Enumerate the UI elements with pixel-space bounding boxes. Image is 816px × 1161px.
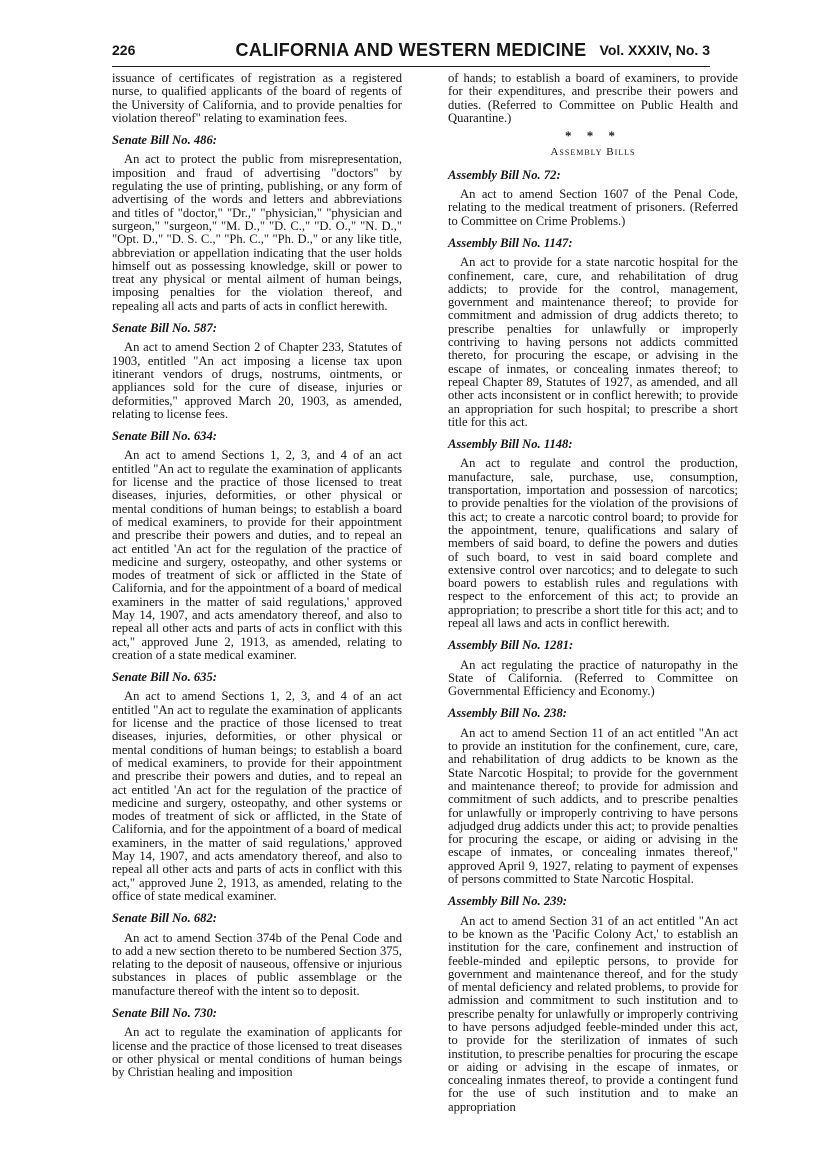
bill-heading: Assembly Bill No. 1148: [448,437,573,452]
section-heading: Assembly Bills [550,146,636,159]
header-rule [112,66,710,67]
bill-heading: Assembly Bill No. 1147: [448,235,573,250]
bill-heading: Senate Bill No. 730: [112,1006,217,1020]
section-separator: * * * [565,128,621,144]
right-column [448,72,738,1114]
bill-heading: Senate Bill No. 486: [112,133,217,148]
bill-text: An act to amend Section 374b of the Penal Code and to add a new section thereto to be numbered Section 375, relating to the deposit of nauseous, offensive or injurious substances in places of public assemblage or the manufacture thereof with the intent so to deposit. [112,930,402,998]
bill-heading: Senate Bill No. 587: [112,321,217,336]
bill-text: An act to amend Sections 1, 2, 3, and 4 of an act entitled "An act to regulate the examination of applicants for license and the practice of those licensed to treat diseases, injuries, deformities, or other physical or mental conditions of human beings; to establish a board of medical examiners, to provide for their appointment and prescribe their powers and duties, and to repeal an act entitled 'An act for the regulation of the practice of medicine and surgery, osteopathy, and other systems or modes of treatment of sick or afflicted, in the State of California, and for the appointment of a board of medical examiners, in the matter of said regulations,' approved May 14, 1907, and acts amendatory thereof, and also to repeal all other acts and parts of acts in conflict with this act," approved June 2, 1913, as amended, relating to the office of state medical examiner. [112,689,402,903]
bill-text: An act to amend Section 2 of Chapter 233, Statutes of 1903, entitled "An act imposing a license tax upon itinerant vendors of drugs, nostrums, ointments, or appliances sold for the cure of disease, injuries or deformities," approved March 20, 1903, as amended, relating to license fees. [112,340,402,421]
bill-heading: Senate Bill No. 635: [112,670,217,685]
bill-heading: Assembly Bill No. 1281: [448,638,574,653]
bill-heading: Assembly Bill No. 239: [448,894,567,909]
bill-text: An act regulating the practice of naturopathy in the State of California. (Referred to Committee on Governmental Efficiency and Economy.) [448,657,738,699]
bill-text: An act to provide for a state narcotic hospital for the confinement, care, cure, and rehabilitation of drug addicts; to provide for the control, management, government and maintenance thereof; to provide for commitment and admission of drug addicts thereto; to prescribe penalties for unlawfully or improperly contriving to having persons not addicts committed thereto, for procuring the escape, or advising in the escape of inmates, or concealing inmates thereof; to repeal Chapter 89, Statutes of 1927, as amended, and all other acts inconsistent or in conflict herewith; to provide an appropriation for such hospital; to prescribe a short title for this act. [448,255,738,429]
continued-text: issuance of certificates of registration as a registered nurse, to qualified applicants of the board of regents of the University of California, and to provide penalties for violation thereof" relating to examination fees. [112,71,402,125]
volume-issue: Vol. XXXIV, No. 3 [599,42,710,58]
journal-title: CALIFORNIA AND WESTERN MEDICINE [235,40,587,60]
bill-text: An act to amend Section 1607 of the Penal Code, relating to the medical treatment of prisoners. (Referred to Committee on Crime Problems.) [448,187,738,228]
bill-heading: Senate Bill No. 634: [112,429,217,444]
bill-text: An act to protect the public from misrepresentation, imposition and fraud of advertising "doctors" by regulating the use of printing, publishing, or any form of advertising of the words and letters and abbreviations and titles of "doctor," "Dr.," "physician," "physician and surgeon," "surgeon," "M. D.," "D. C.," "D. O.," "N. D.," "Opt. D.," "D. S. C.," "Ph. C.," "Ph. D.," or any like title, abbreviation or appellation indicating that the user holds himself out as possessing knowledge, skill or power to treat any physical or mental ailment of human beings, imposing penalties for the violation thereof, and repealing all acts and parts of acts in conflict herewith. [112,152,402,313]
continued-text: of hands; to establish a board of examiners, to provide for their expenditures, and prescribe their powers and duties. (Referred to Committee on Public Health and Quarantine.) [448,71,738,125]
bill-text: An act to regulate and control the production, manufacture, sale, purchase, use, consumption, transportation, importation and possession of narcotics; to provide penalties for the violation of the provisions of this act; to create a narcotic control board; to provide for the appointment, tenure, qualifications and salary of members of said board, to define the powers and duties of such board, to vest in said board complete and extensive control over narcotics; and to delegate to such board powers to establish rules and regulations with respect to the enforcement of this act; to provide an appropriation; to prescribe a short title for this act; and to repeal all laws and acts in conflict herewith. [448,456,738,630]
bill-text: An act to amend Section 11 of an act entitled "An act to provide an institution for the confinement, cure, care, and rehabilitation of drug addicts to be known as the State Narcotic Hospital; to provide for the government and maintenance thereof; to provide for admission and commitment of such addicts, and to prescribe penalties for unlawfully or improperly contriving to have persons adjudged drug addicts under this act; to provide penalties for procuring the escape, or aiding or advising in the escape of inmates, or concealing inmates thereof," approved April 9, 1927, relating to payment of expenses of persons committed to State Narcotic Hospital. [448,725,738,887]
bill-text: An act to amend Sections 1, 2, 3, and 4 of an act entitled "An act to regulate the examination of applicants for license and the practice of those licensed to treat diseases, injuries, deformities, or other physical or mental conditions of human beings; to establish a board of medical examiners, to provide for their appointment and prescribe their powers and duties, and to repeal an act entitled 'An act for the regulation of the practice of medicine and surgery, osteopathy, and other systems or modes of treatment of sick or afflicted in the State of California, and for the appointment of a board of medical examiners in the matter of said regulations,' approved May 14, 1907, and acts amendatory thereof, and also to repeal all other acts and parts of acts in conflict with this act," approved June 2, 1913, as amended, relating to creation of a state medical examiner. [112,448,402,662]
page-number: 226 [112,42,136,58]
bill-text: An act to regulate the examination of applicants for license and the practice of those licensed to treat diseases or other physical or mental conditions of human beings by Christian healing and imposition [112,1025,402,1080]
page-header [112,40,710,64]
bill-heading: Senate Bill No. 682: [112,911,217,926]
left-column [112,72,402,1079]
bill-heading: Assembly Bill No. 238: [448,706,567,721]
bill-text: An act to amend Section 31 of an act entitled "An act to be known as the 'Pacific Colony Act,' to establish an institution for the care, confinement and instruction of feeble-minded and epileptic persons, to provide for government and maintenance thereof, and for the study of mental deficiency and related problems, to provide for admission and commitment to such institution and to prescribe penalty for unlawfully or improperly contriving to have persons adjudged feeble-minded under this act, to provide for the sterilization of inmates of such institution, to prescribe penalties for procuring the escape or aiding or advising in the escape of inmates, or concealing inmates thereof, to provide a contingent fund for the use of such institution and to make an appropriation [448,913,738,1114]
bill-heading: Assembly Bill No. 72: [448,167,561,182]
